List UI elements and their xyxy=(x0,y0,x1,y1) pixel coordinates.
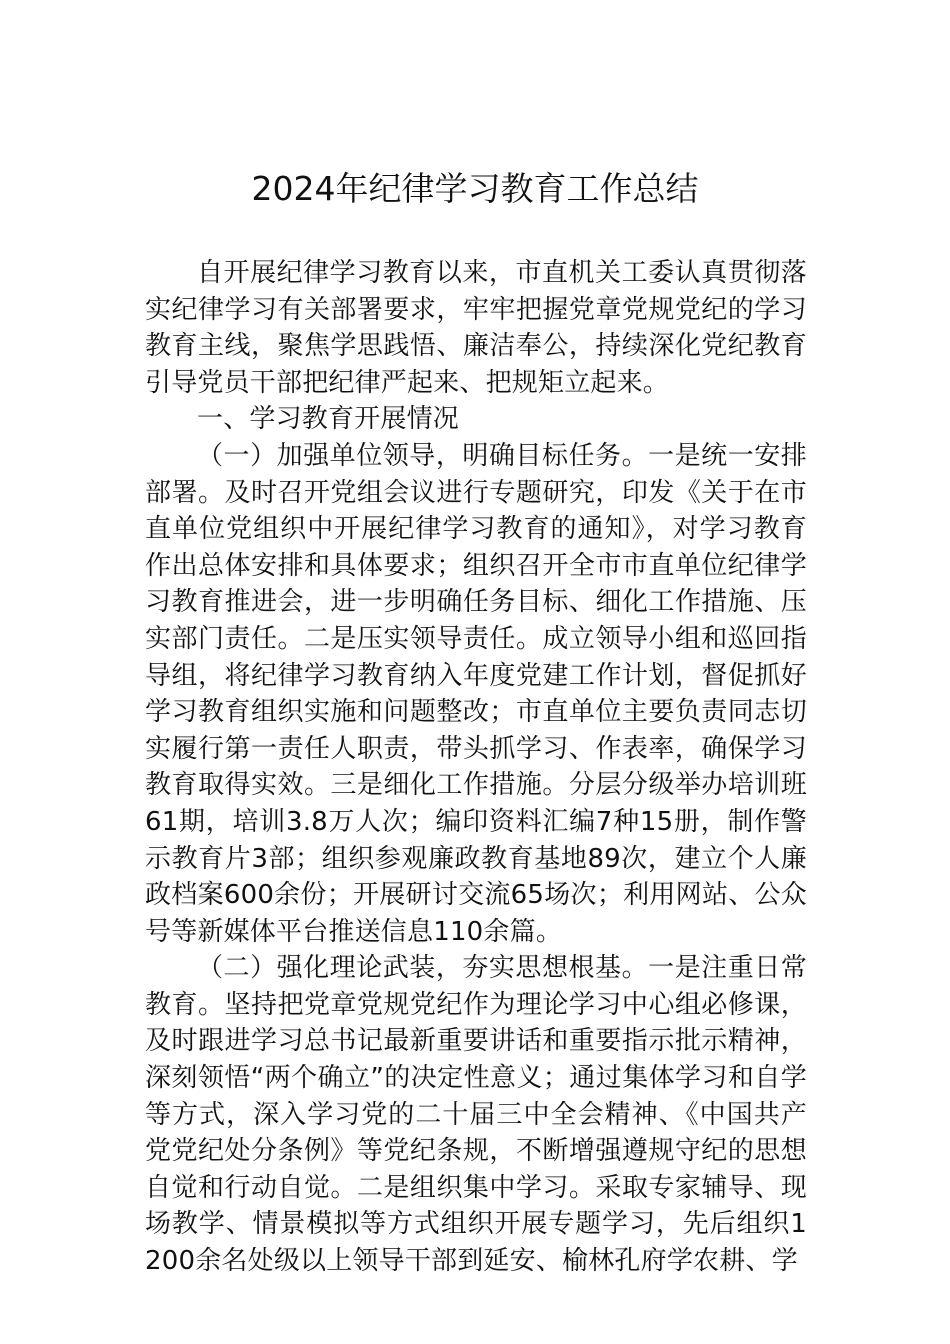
section-heading: 一、学习教育开展情况 xyxy=(197,404,460,435)
paragraph-theory: （二）强化理论武装，夯实思想根基。一是注重日常教育。坚持把党章党规党纪作为理论学习中心组必修课，及时跟进学习总书记最新重要讲话和重要指示批示精神，深刻领悟“两个确立”的决定性意义；通过集体学习和自学等方式，深入学习党的二十届三中全会精神、《中国共产党党纪处分条例》等党纪条规，不断增强遵规守纪的思想自觉和行动自觉。二是组织集中学习。采取专家辅导、现场教学、情景模拟等方式组织开展专题学习，先后组织1200余名处级以上领导干部到延安、榆林孔府学农耕、学 xyxy=(145,953,807,1277)
document-body xyxy=(145,255,807,1280)
paragraph-leadership: （一）加强单位领导，明确目标任务。一是统一安排部署。及时召开党组会议进行专题研究，印发《关于在市直单位党组织中开展纪律学习教育的通知》，对学习教育作出总体安排和具体要求；组织召开全市市直单位纪律学习教育推进会，进一步明确任务目标、细化工作措施、压实部门责任。二是压实领导责任。成立领导小组和巡回指导组，将纪律学习教育纳入年度党建工作计划，督促抓好学习教育组织实施和问题整改；市直单位主要负责同志切实履行第一责任人职责，带头抓学习、作表率，确保学习教育取得实效。三是细化工作措施。分层分级举办培训班61期，培训3.8万人次；编印资料汇编7种15册，制作警示教育片3部；组织参观廉政教育基地89次，建立个人廉政档案600余份；开展研讨交流65场次；利用网站、公众号等新媒体平台推送信息110余篇。 xyxy=(145,440,807,947)
paragraph-intro: 自开展纪律学习教育以来，市直机关工委认真贯彻落实纪律学习有关部署要求，牢牢把握党章党规党纪的学习教育主线，聚焦学思践悟、廉洁奉公，持续深化党纪教育引导党员干部把纪律严起来、把规矩立起来。 xyxy=(145,258,807,398)
document-title: 2024年纪律学习教育工作总结 xyxy=(251,169,699,208)
